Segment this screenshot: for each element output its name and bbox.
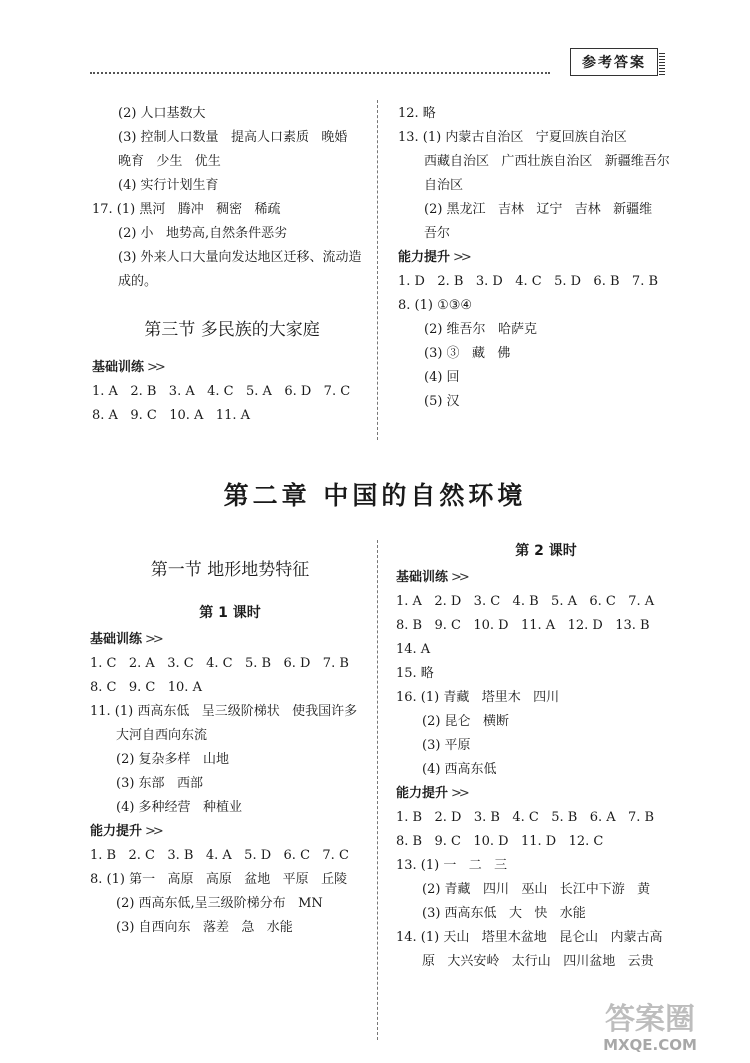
answer-line: (3) 自西向东 落差 急 水能 (116, 920, 293, 935)
watermark-url: MXQE.COM (603, 1036, 697, 1054)
answer-line: 8. (1) 第一 高原 高原 盆地 平原 丘陵 (90, 872, 348, 887)
column-divider-bottom (377, 540, 378, 1040)
answer-line: (3) 东部 西部 (116, 776, 203, 791)
basic-training-label (92, 356, 372, 380)
answer-line: (2) 人口基数大 (118, 106, 206, 121)
answer-line: (4) 多种经营 种植业 (116, 800, 242, 815)
answer-line: 成的。 (118, 274, 158, 289)
answer-line: (2) 复杂多样 山地 (116, 752, 229, 767)
answer-line: 11. (1) 西高东低 呈三级阶梯状 使我国许多 (90, 704, 358, 719)
answer-list (398, 102, 688, 246)
answer-line: 原 大兴安岭 太行山 四川盆地 云贵 (422, 954, 654, 969)
answer-line: 8. C 9. C 10. A (90, 680, 202, 695)
answer-line: 大河自西向东流 (116, 728, 208, 743)
answer-line: (3) ③ 藏 佛 (424, 346, 511, 361)
answer-line: (2) 西高东低,呈三级阶梯分布 MN (116, 896, 323, 911)
basic-training-label (90, 628, 370, 652)
chevron-right-icon: >> (147, 360, 163, 375)
answer-line: (2) 小 地势高,自然条件恶劣 (118, 226, 288, 241)
chapter-title: 第二章 中国的自然环境 (223, 481, 527, 510)
basic-training-label (396, 566, 696, 590)
answer-list (90, 844, 370, 940)
answer-line: 吾尔 (424, 226, 451, 241)
answer-line: 14. (1) 天山 塔里木盆地 昆仑山 内蒙古高 (396, 930, 663, 945)
answer-line: 1. A 2. D 3. C 4. B 5. A 6. C 7. A (396, 594, 655, 609)
answer-line: 1. C 2. A 3. C 4. C 5. B 6. D 7. B (90, 656, 349, 671)
answer-list (90, 652, 370, 820)
answer-line: (4) 回 (424, 370, 460, 385)
answer-line: 15. 略 (396, 666, 434, 681)
answer-line: (2) 昆仑 横断 (422, 714, 509, 729)
answer-line: 17. (1) 黑河 腾冲 稠密 稀疏 (92, 202, 281, 217)
basic-training-text: 基础训练 (90, 632, 143, 647)
answer-line: (3) 西高东低 大 快 水能 (422, 906, 586, 921)
basic-training-text: 基础训练 (396, 570, 449, 585)
answer-line: (4) 西高东低 (422, 762, 497, 777)
chevron-right-icon: >> (451, 570, 467, 585)
column-divider-top (377, 100, 378, 440)
answer-line: 14. A (396, 642, 431, 657)
watermark-logo (560, 1002, 740, 1061)
answer-line: 晚育 少生 优生 (118, 154, 221, 169)
answer-line: 自治区 (424, 178, 464, 193)
ability-text: 能力提升 (398, 250, 451, 265)
answer-list (396, 590, 696, 782)
answer-line: 16. (1) 青藏 塔里木 四川 (396, 690, 560, 705)
answer-line: 8. (1) ①③④ (398, 298, 473, 313)
chevron-right-icon: >> (145, 632, 161, 647)
watermark-text: 答案圈 (605, 1002, 695, 1037)
answer-line: 1. D 2. B 3. D 4. C 5. D 6. B 7. B (398, 274, 659, 289)
answer-line: (3) 控制人口数量 提高人口素质 晚婚 (118, 130, 348, 145)
lesson-title: 第 1 课时 (199, 605, 261, 621)
basic-training-text: 基础训练 (92, 360, 145, 375)
answer-line: 13. (1) 一 二 三 (396, 858, 508, 873)
answer-line: (2) 黑龙江 吉林 辽宁 吉林 新疆维 (424, 202, 653, 217)
answer-line: 12. 略 (398, 106, 436, 121)
ability-label (90, 820, 370, 844)
bottom-right-column (396, 536, 696, 974)
answer-line: (4) 实行计划生育 (118, 178, 219, 193)
answer-line: (2) 青藏 四川 巫山 长江中下游 黄 (422, 882, 651, 897)
bottom-left-column (90, 550, 370, 940)
answer-line: 13. (1) 内蒙古自治区 宁夏回族自治区 (398, 130, 627, 145)
ability-label (396, 782, 696, 806)
answer-line: 8. B 9. C 10. D 11. D 12. C (396, 834, 604, 849)
answer-line: 1. B 2. C 3. B 4. A 5. D 6. C 7. C (90, 848, 349, 863)
ability-text: 能力提升 (396, 786, 449, 801)
answer-list (396, 806, 696, 974)
answer-line: (3) 外来人口大量向发达地区迁移、流动造 (118, 250, 362, 265)
top-left-column (92, 102, 372, 428)
answer-list (92, 102, 372, 294)
chevron-right-icon: >> (453, 250, 469, 265)
answer-line: 1. B 2. D 3. B 4. C 5. B 6. A 7. B (396, 810, 655, 825)
answer-line: 1. A 2. B 3. A 4. C 5. A 6. D 7. C (92, 384, 351, 399)
answer-line: (2) 维吾尔 哈萨克 (424, 322, 537, 337)
answer-line: (3) 平原 (422, 738, 471, 753)
header-label: 参考答案 (570, 48, 658, 76)
ability-label (398, 246, 688, 270)
answer-line: 8. A 9. C 10. A 11. A (92, 408, 250, 423)
header-dotted-rule (90, 72, 550, 74)
section-title: 第三节 多民族的大家庭 (144, 320, 320, 340)
answer-list (92, 380, 372, 428)
answer-list (398, 270, 688, 414)
chevron-right-icon: >> (451, 786, 467, 801)
answer-line: (5) 汉 (424, 394, 460, 409)
chevron-right-icon: >> (145, 824, 161, 839)
answer-line: 8. B 9. C 10. D 11. A 12. D 13. B (396, 618, 650, 633)
answer-line: 西藏自治区 广西壮族自治区 新疆维吾尔 (424, 154, 670, 169)
ability-text: 能力提升 (90, 824, 143, 839)
top-right-column (398, 102, 688, 414)
lesson-title: 第 2 课时 (515, 543, 577, 559)
section-title: 第一节 地形地势特征 (150, 560, 310, 580)
